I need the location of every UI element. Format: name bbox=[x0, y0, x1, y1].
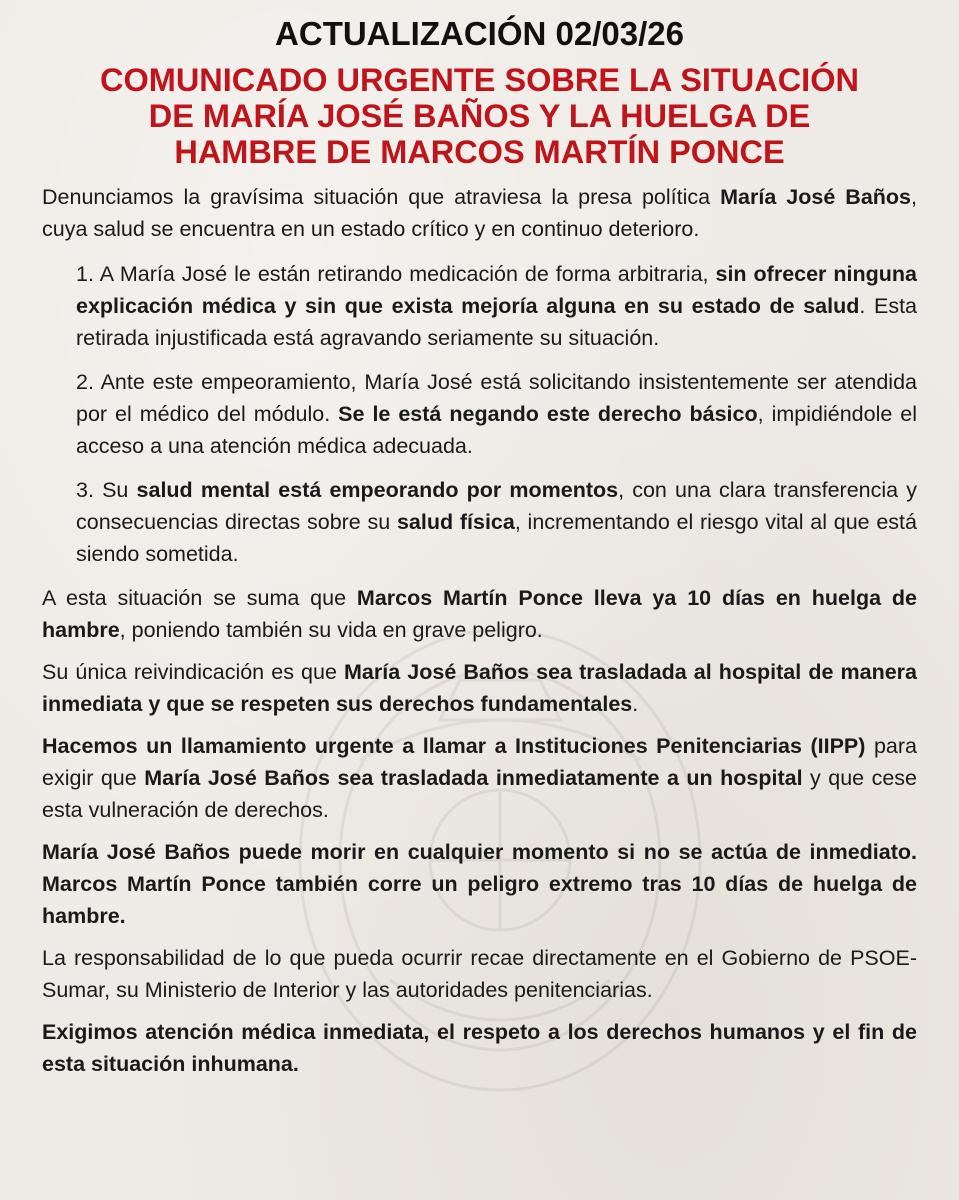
communique bbox=[42, 14, 917, 1080]
update-date-title: ACTUALIZACIÓN 02/03/26 bbox=[275, 15, 684, 52]
hunger-strike-paragraph bbox=[42, 582, 917, 646]
hunger-bold: Marcos Martín Ponce lleva ya 10 días en huelga de hambre bbox=[42, 586, 917, 642]
intro-bold-name: María José Baños bbox=[720, 185, 912, 209]
item1-text-1: 1. A María José le están retirando medicación de forma arbitraria, bbox=[76, 262, 716, 286]
item3-bold-2: salud física bbox=[396, 510, 515, 534]
warning-bold: María José Baños puede morir en cualquier momento si no se actúa de inmediato. Marcos Martín Ponce también corre un peligro extremo tras 10 días de huelga de hambre. bbox=[42, 840, 917, 928]
item2-text-1: 2. Ante este empeoramiento, María José está solicitando insistentemente ser atendida por el médico del módulo. bbox=[76, 370, 917, 426]
hunger-text-1: A esta situación se suma que bbox=[42, 586, 357, 610]
call-bold-1: Hacemos un llamamiento urgente a llamar a Instituciones Penitenciarias (IIPP) bbox=[42, 734, 866, 758]
item1-bold: sin ofrecer ninguna explicación médica y sin que exista mejoría alguna en su estado de salud bbox=[76, 262, 917, 318]
intro-text-1: Denunciamos la gravísima situación que atraviesa la presa política bbox=[42, 185, 721, 209]
item3-text-2: , con una clara transferencia y consecuencias directas sobre su bbox=[76, 478, 917, 534]
demand-text-2: . bbox=[632, 692, 639, 716]
item3-text-3: , incrementando el riesgo vital al que está siendo sometida. bbox=[76, 510, 917, 566]
list-item-1 bbox=[76, 258, 917, 354]
hunger-text-2: , poniendo también su vida en grave peligro. bbox=[119, 618, 543, 642]
item1-text-2: . Esta retirada injustificada está agravando seriamente su situación. bbox=[76, 294, 918, 350]
list-item-2 bbox=[76, 366, 917, 462]
call-text-1: para exigir que bbox=[42, 734, 917, 790]
call-text-2: y que cese esta vulneración de derechos. bbox=[42, 766, 917, 822]
demand-paragraph bbox=[42, 656, 917, 720]
demand-text-1: Su única reivindicación es que bbox=[42, 660, 345, 684]
item3-text-1: 3. Su bbox=[76, 478, 137, 502]
urgent-headline-line-2: DE MARÍA JOSÉ BAÑOS Y LA HUELGA DE bbox=[148, 98, 811, 134]
item2-text-2: , impidiéndole el acceso a una atención médica adecuada. bbox=[76, 402, 918, 458]
intro-text-2: , cuya salud se encuentra en un estado crítico y en continuo deterioro. bbox=[42, 185, 917, 241]
list-item-3 bbox=[76, 474, 917, 570]
numbered-list bbox=[42, 258, 917, 570]
call-bold-2: María José Baños sea trasladada inmediatamente a un hospital bbox=[144, 766, 803, 790]
closing-bold: Exigimos atención médica inmediata, el respeto a los derechos humanos y el fin de esta situación inhumana. bbox=[42, 1020, 917, 1076]
call-to-action-paragraph bbox=[42, 730, 917, 826]
item3-bold-1: salud mental está empeorando por momentos bbox=[136, 478, 619, 502]
closing-paragraph bbox=[42, 1016, 917, 1080]
responsibility-paragraph: La responsabilidad de lo que pueda ocurrir recae directamente en el Gobierno de PSOE-Sumar, su Ministerio de Interior y las autoridades penitenciarias. bbox=[42, 946, 917, 1002]
item2-bold: Se le está negando este derecho básico bbox=[338, 402, 758, 426]
urgent-headline-line-1: COMUNICADO URGENTE SOBRE LA SITUACIÓN bbox=[100, 62, 859, 98]
urgent-headline bbox=[42, 62, 917, 170]
urgent-headline-line-3: HAMBRE DE MARCOS MARTÍN PONCE bbox=[174, 134, 785, 170]
intro-paragraph bbox=[42, 181, 917, 245]
warning-paragraph bbox=[42, 836, 917, 932]
demand-bold: María José Baños sea trasladada al hospital de manera inmediata y que se respeten sus derechos fundamentales bbox=[42, 660, 917, 716]
